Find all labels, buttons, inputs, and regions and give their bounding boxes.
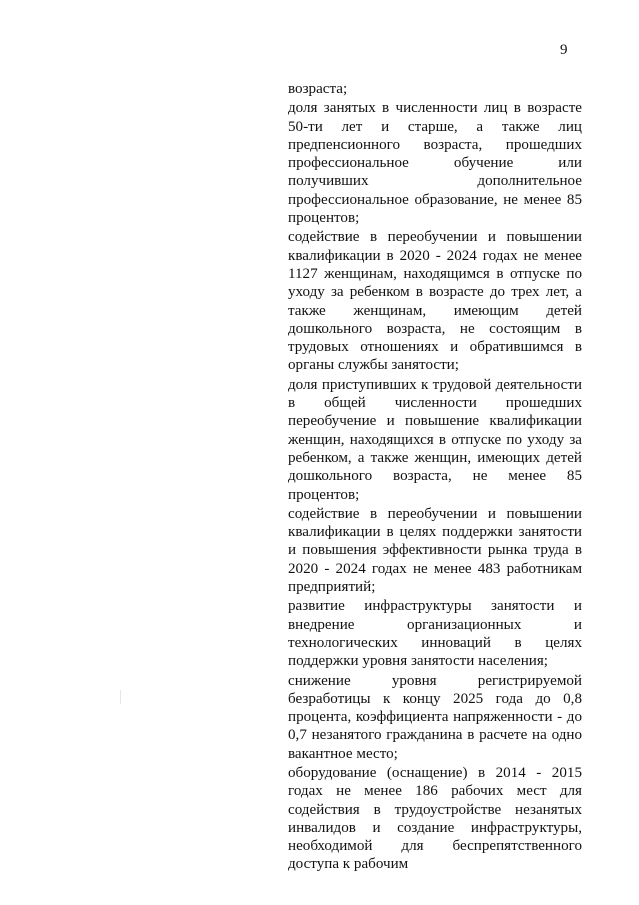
paragraph-women-employment-share: доля приступивших к трудовой деятельности в общей численности прошедших переобучение и повышение квалификации женщин, находящихся в отпуске по уходу за ребенком, а также женщин, имеющих детей дошкольного возраста, не менее 85 процентов; <box>288 376 582 503</box>
page-number: 9 <box>560 42 568 58</box>
paragraph-infrastructure: развитие инфраструктуры занятости и внедрение организационных и технологических инноваций в целях поддержки уровня занятости населения; <box>288 598 582 670</box>
paragraph-enterprise-workers: содействие в переобучении и повышении квалификации в целях поддержки занятости и повышения эффективности рынка труда в 2020 - 2024 годах не менее 483 работникам предприятий; <box>288 505 582 596</box>
scan-edge-mark <box>120 690 121 704</box>
paragraph-women-retraining: содействие в переобучении и повышении квалификации в 2020 - 2024 годах не менее 1127 женщинам, находящимся в отпуске по уходу за ребенком в возрасте до трех лет, а также женщинам, имеющим детей дошкольного возраста, не состоящим в трудовых отношениях и обратившимся в органы службы занятости; <box>288 229 582 374</box>
paragraph-age-continuation: возраста; <box>288 81 348 97</box>
paragraph-unemployment-reduction: снижение уровня регистрируемой безработицы к концу 2025 года до 0,8 процента, коэффициента напряженности - до 0,7 незанятого гражданина в расчете на одно вакантное место; <box>288 672 582 762</box>
paragraph-workplace-equipment: оборудование (оснащение) в 2014 - 2015 годах не менее 186 рабочих мест для содействия в трудоустройстве незанятых инвалидов и создание инфраструктуры, необходимой для беспрепятственного доступа к рабочим <box>288 764 582 873</box>
document-body <box>288 80 582 874</box>
paragraph-employed-50-plus: доля занятых в численности лиц в возрасте 50-ти лет и старше, а также лиц предпенсионного возраста, прошедших профессиональное обучение или получивших дополнительное профессиональное образование, не менее 85 процентов; <box>288 100 582 227</box>
